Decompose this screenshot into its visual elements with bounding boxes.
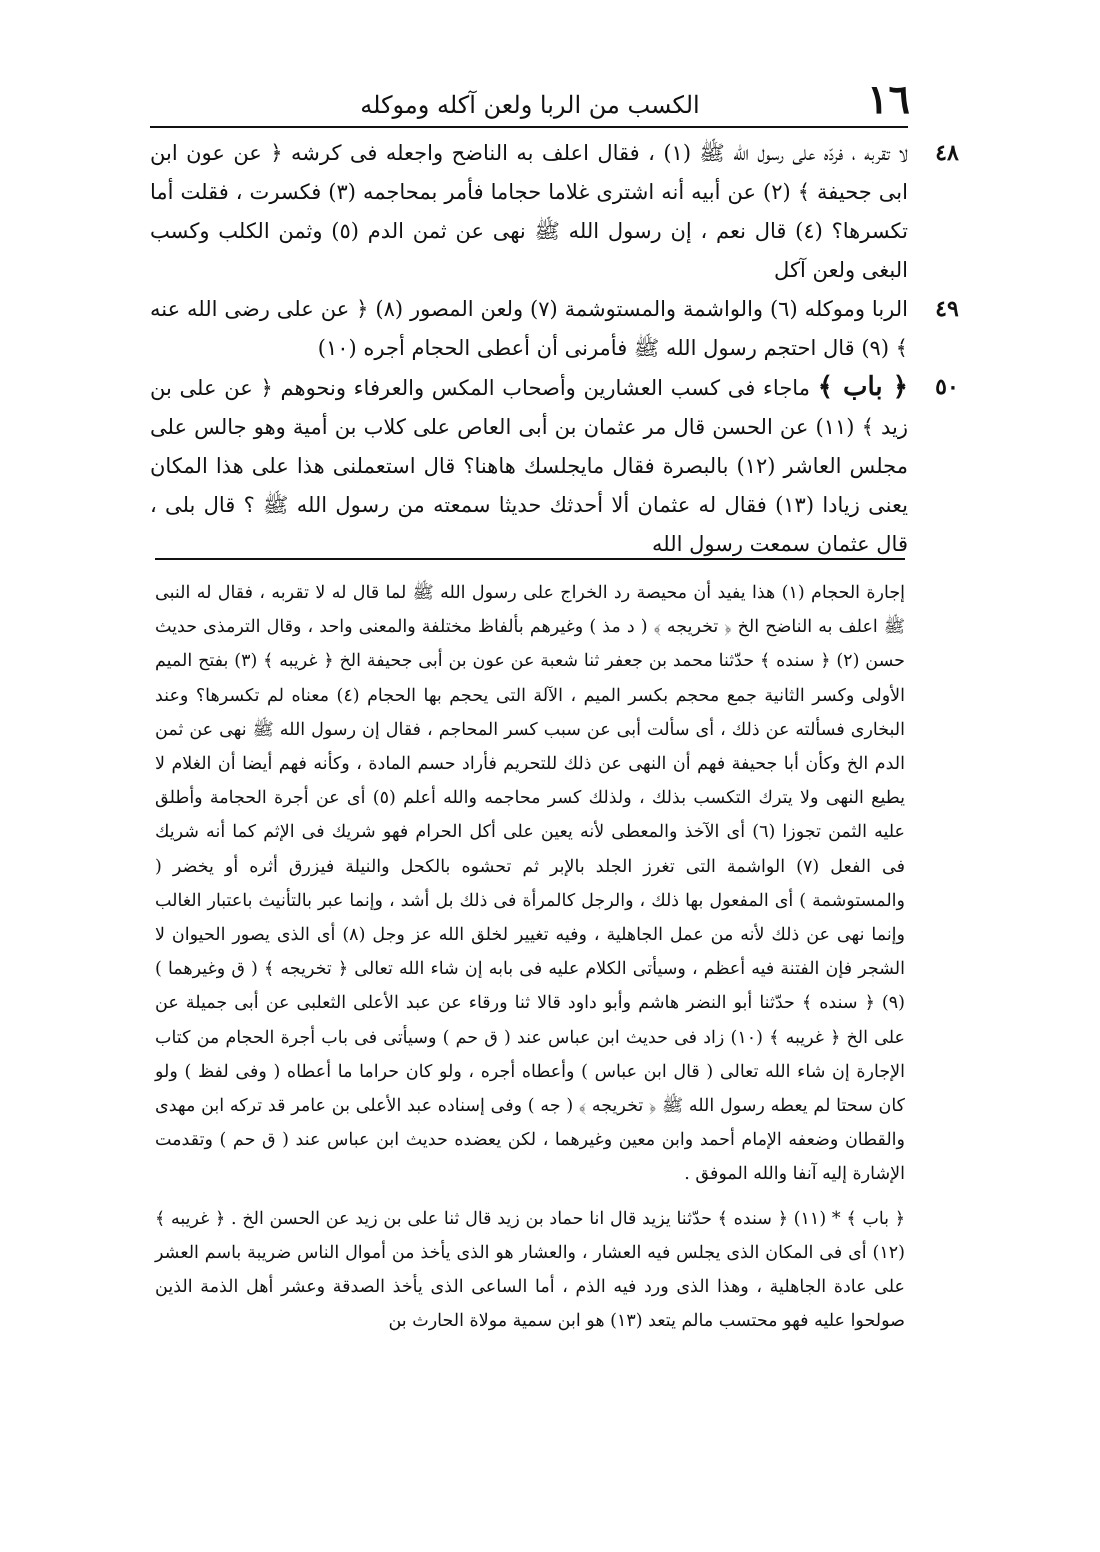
page-header (150, 78, 910, 128)
hadith-text: لا تقربه ، فردّه على رسول الله ﷺ (١) ، فقال اعلف به الناضح واجعله فى كرشه ﴿ عن عون ابن ابى جحيفة ﴾ (٢) عن أبيه أنه اشترى غلاما حجاما فأمر بمحاجمه (٣) فكسرت ، فقلت أما تكسرها؟ (٤) قال نعم ، إن رسول الله ﷺ نهى عن ثمن الدم (٥) وثمن الكلب وكسب البغى ولعن آكل (150, 141, 908, 282)
footnote-block: ﴿ باب ﴾ * (١١) ﴿ سنده ﴾ حدّثنا يزيد قال انا حماد بن زيد قال ثنا على بن زيد عن الحسن الخ . ﴿ غريبه ﴾ (١٢) أى فى المكان الذى يجلس فيه العشار ، والعشار هو الذى يأخذ من أموال الناس ضريبة باسم العشر على عادة الجاهلية ، وهذا الذى ورد فيه الذم ، أما الساعى الذى يأخذ الصدقة وعشر أهل الذمة الذين صولحوا عليه فهو محتسب مالم يتعد (١٣) هو ابن سمية مولاة الحارث بن (155, 1208, 906, 1332)
footnote-divider (155, 558, 905, 560)
main-text (150, 134, 959, 564)
footnote-block: إجارة الحجام (١) هذا يفيد أن محيصة رد الخراج على رسول الله ﷺ لما قال له لا تقربه ، فقال له النبى ﷺ اعلف به الناضح الخ ﴿ تخريجه ﴾ ( د مذ ) وغيرهم بألفاظ مختلفة والمعنى واحد ، وقال الترمذى حديث حسن (٢) ﴿ سنده ﴾ حدّثنا محمد بن جعفر ثنا شعبة عن عون بن أبى جحيفة الخ ﴿ غريبه ﴾ (٣) بفتح الميم الأولى وكسر الثانية جمع محجم بكسر الميم ، الآلة التى يحجم بها الحجام (٤) معناه لم تكسرها؟ وعند البخارى فسألته عن ذلك ، أى سألت أبى عن سبب كسر المحاجم ، فقال إن رسول الله ﷺ نهى عن ثمن الدم الخ وكأن أبا جحيفة فهم أن النهى عن ذلك للتحريم فأراد حسم المادة ، وكأنه فهم أيضا أن الغلام لا يطيع النهى ولا يترك التكسب بذلك ، ولذلك كسر محاجمه والله أعلم (٥) أى عن أجرة الحجامة وأطلق عليه الثمن تجوزا (٦) أى الآخذ والمعطى لأنه يعين على أكل الحرام فهو شريك فى الإثم كما أنه شريك فى الفعل (٧) الواشمة التى تغرز الجلد بالإبر ثم تحشوه بالكحل والنيلة فيزرق أثره أو يخضر ( والمستوشمة ) أى المفعول بها ذلك ، والرجل كالمرأة فى ذلك بل أشد ، وإنما عبر بالتأنيث باعتبار الغالب وإنما نهى عن ذلك لأنه من عمل الجاهلية ، وفيه تغيير لخلق الله عز وجل (٨) أى الذى يصور الحيوان لا الشجر فإن الفتنة فيه أعظم ، وسيأتى الكلام عليه فى بابه إن شاء الله تعالى ﴿ تخريجه ﴾ ( ق وغيرهما ) (٩) ﴿ سنده ﴾ حدّثنا أبو النضر هاشم وأبو داود قالا ثنا ورقاء عن عبد الأعلى الثعلبى عن أبى جميلة عن على الخ ﴿ غريبه ﴾ (١٠) زاد فى حديث ابن عباس عند ( ق حم ) وسيأتى فى باب أجرة الحجام من كتاب الإجارة إن شاء الله تعالى ( قال ابن عباس ) وأعطاه أجره ، ولو كان حراما ما أعطاه ( وفى لفظ ) ولو كان سحتا لم يعطه رسول الله ﷺ ﴿ تخريجه ﴾ ( جه ) وفى إسناده عبد الأعلى بن عامر قد تركه ابن مهدى والقطان وضعفه الإمام أحمد وابن معين وغيرهما ، لكن يعضده حديث ابن عباس عند ( ق حم ) وتقدمت الإشارة إليه آنفا والله الموفق . (155, 583, 905, 1185)
page-number: ١٦ (867, 76, 910, 123)
footnote-spacer (155, 1192, 905, 1202)
footnotes (155, 576, 905, 1338)
header-divider (150, 126, 908, 128)
hadith-number: ٤٨ (935, 140, 959, 166)
running-title: الكسب من الربا ولعن آكله وموكله (360, 91, 700, 119)
hadith-number: ٥٠ (935, 374, 959, 400)
hadith-50 (150, 368, 959, 564)
hadith-49 (150, 290, 959, 368)
hadith-number: ٤٩ (935, 296, 959, 322)
hadith-text: الربا وموكله (٦) والواشمة والمستوشمة (٧) ولعن المصور (٨) ﴿ عن على رضى الله عنه ﴾ (٩) قال احتجم رسول الله ﷺ فأمرنى أن أعطى الحجام أجره (١٠) (150, 297, 908, 360)
hadith-text: ماجاء فى كسب العشارين وأصحاب المكس والعرفاء ونحوهم ﴿ عن على بن زيد ﴾ (١١) عن الحسن قال مر عثمان بن أبى العاص على كلاب بن أمية وهو جالس على مجلس العاشر (١٢) بالبصرة فقال مايجلسك هاهنا؟ قال استعملنى هذا على هذا المكان يعنى زيادا (١٣) فقال له عثمان ألا أحدثك حديثا سمعته من رسول الله ﷺ ؟ قال بلى ، قال عثمان سمعت رسول الله (150, 376, 908, 556)
hadith-48 (150, 134, 959, 290)
bab-heading: ﴿ باب ﴾ (817, 372, 908, 402)
